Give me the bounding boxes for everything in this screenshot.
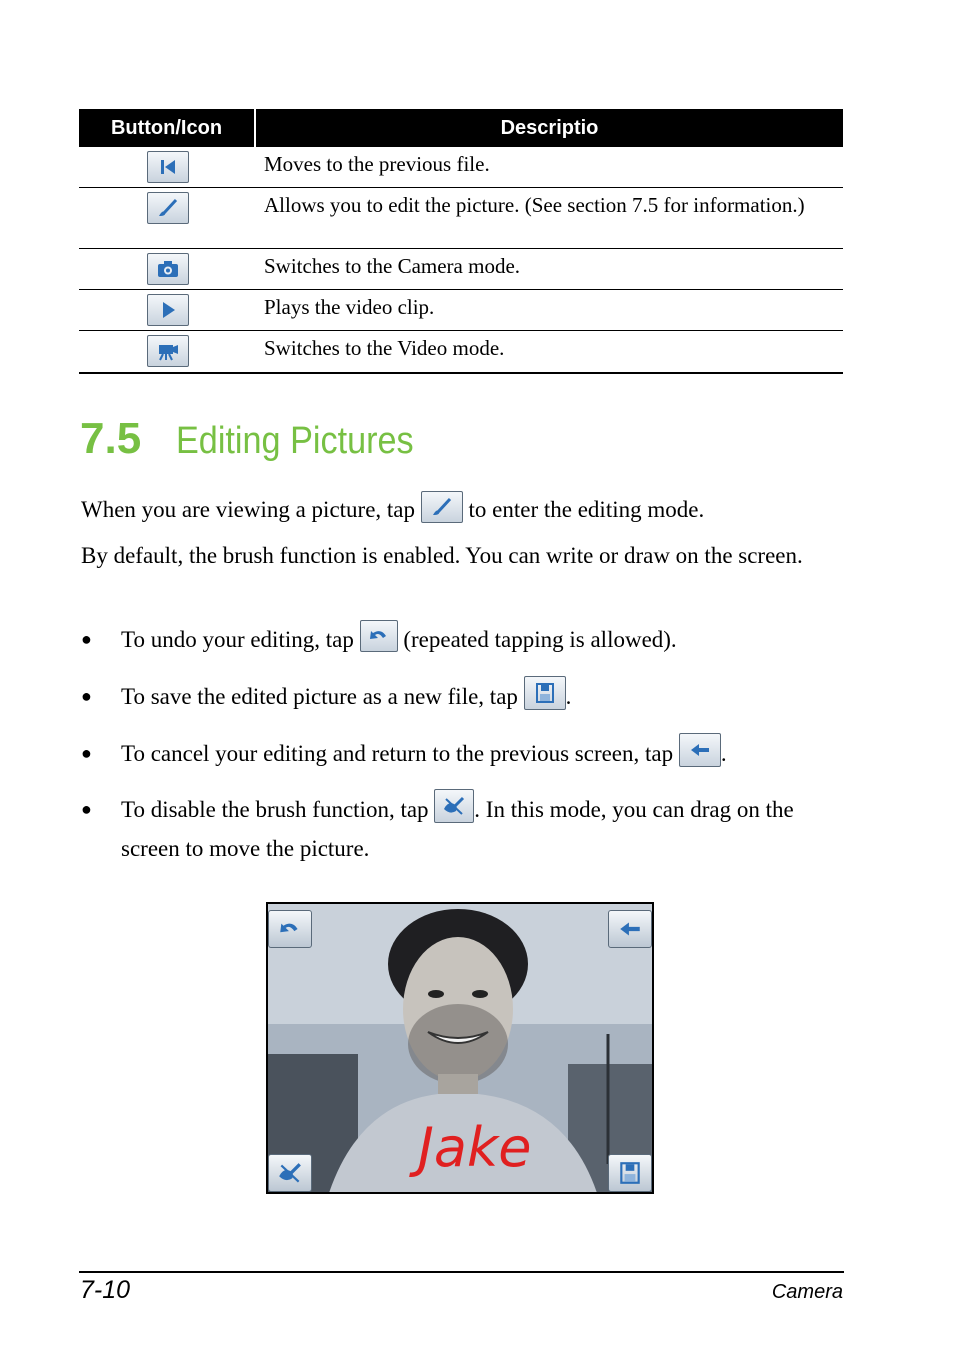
photo-back-button[interactable] (608, 910, 652, 948)
section-number: 7.5 (80, 414, 142, 463)
bullet-dot: ● (81, 743, 92, 763)
paragraph-edit-mode: When you are viewing a picture, tap to enter the editing mode. (81, 495, 851, 524)
video-camera-icon (147, 335, 189, 367)
row-description: Moves to the previous file. (264, 152, 490, 176)
previous-file-icon (147, 151, 189, 183)
table-row (79, 147, 843, 188)
page-number: 7-10 (80, 1276, 131, 1304)
save-icon (524, 676, 566, 710)
portrait-illustration (268, 904, 654, 1194)
photo-undo-button[interactable] (268, 910, 312, 948)
editing-screen-photo (266, 902, 654, 1194)
row-description: Allows you to edit the picture. (See section 7.5 for information.) (264, 193, 805, 217)
back-arrow-icon (617, 917, 643, 941)
undo-icon (360, 620, 398, 652)
header-description: Descriptio (500, 116, 599, 139)
table-row (79, 331, 843, 374)
row-description: Switches to the Video mode. (264, 336, 505, 360)
bullet-dot: ● (81, 629, 92, 649)
chapter-name: Camera (771, 1281, 843, 1303)
header-button-icon: Button/Icon (79, 109, 256, 147)
disable-brush-icon (434, 789, 474, 823)
photo-save-button[interactable] (608, 1154, 652, 1192)
play-icon (147, 294, 189, 326)
undo-icon (277, 917, 303, 941)
table-row (79, 249, 843, 290)
edit-brush-icon (421, 491, 463, 523)
back-arrow-icon (679, 733, 721, 767)
button-icon-table (79, 109, 843, 374)
bullet-dot: ● (81, 799, 92, 819)
row-description: Switches to the Camera mode. (264, 254, 521, 278)
row-description: Plays the video clip. (264, 295, 435, 319)
handwriting-text: Jake (418, 1116, 532, 1179)
bullet-dot: ● (81, 686, 92, 706)
footer-rule (79, 1271, 844, 1273)
edit-brush-icon (147, 192, 189, 224)
table-row (79, 188, 843, 249)
camera-icon (147, 253, 189, 285)
section-title: Editing Pictures (176, 420, 414, 462)
paragraph-brush-default: By default, the brush function is enabled. You can write or draw on the screen. (81, 543, 803, 568)
disable-brush-icon (277, 1161, 303, 1185)
photo-disable-brush-button[interactable] (268, 1154, 312, 1192)
save-icon (617, 1161, 643, 1185)
table-header (79, 109, 843, 147)
table-row (79, 290, 843, 331)
